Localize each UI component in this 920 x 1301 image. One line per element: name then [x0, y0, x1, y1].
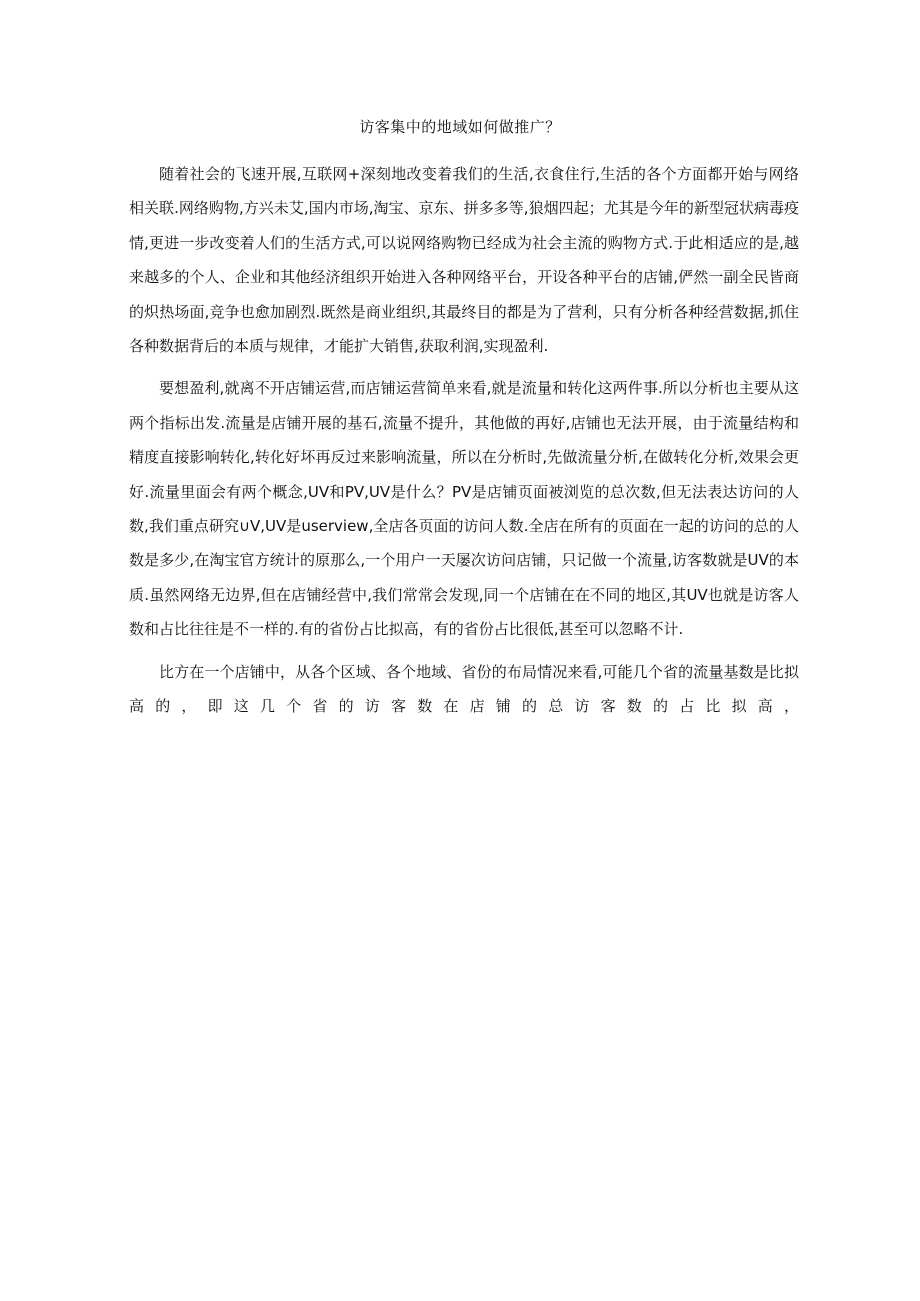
paragraph-2: 要想盈利,就离不开店铺运营,而店铺运营简单来看,就是流量和转化这两件事.所以分析也主要从这两个指标出发.流量是店铺开展的基石,流量不提升，其他做的再好,店铺也无法开展，由于流量结构和精度直接影响转化,转化好坏再反过来影响流量，所以在分析时,先做流量分析,在做转化分析,效果会更好.流量里面会有两个概念,UV和PV,UV是什么？PV是店铺页面被浏览的总次数,但无法表达访问的人数,我们重点研究∪V,UV是userview,全店各页面的访问人数.全店在所有的页面在一起的访问的总的人数是多少,在淘宝官方统计的原那么,一个用户一天屡次访问店铺，只记做一个流量,访客数就是UV的本质.虽然网络无边界,但在店铺经营中,我们常常会发现,同一个店铺在在不同的地区,其UV也就是访客人数和占比往往是不一样的.有的省份占比拟高，有的省份占比很低,甚至可以忽略不计. — [129, 379, 799, 639]
document-title: 访客集中的地域如何做推广？ — [359, 118, 561, 136]
document-body — [129, 157, 799, 732]
paragraph-1: 随着社会的飞速开展,互联网+深刻地改变着我们的生活,衣食住行,生活的各个方面都开始与网络相关联.网络购物,方兴未艾,国内市场,淘宝、京东、拼多多等,狼烟四起；尤其是今年的新型冠状病毒疫情,更进一步改变着人们的生活方式,可以说网络购物已经成为社会主流的购物方式.于此相适应的是,越来越多的个人、企业和其他经济组织开始进入各种网络平台，开设各种平台的店铺,俨然一副全民皆商的炽热场面,竞争也愈加剧烈.既然是商业组织,其最终目的都是为了营利，只有分析各种经营数据,抓住各种数据背后的本质与规律，才能扩大销售,获取利润,实现盈利. — [129, 165, 799, 356]
paragraph-3: 比方在一个店铺中，从各个区域、各个地域、省份的布局情况来看,可能几个省的流量基数是比拟高的，即这几个省的访客数在店铺的总访客数的占比拟高， — [129, 662, 799, 716]
